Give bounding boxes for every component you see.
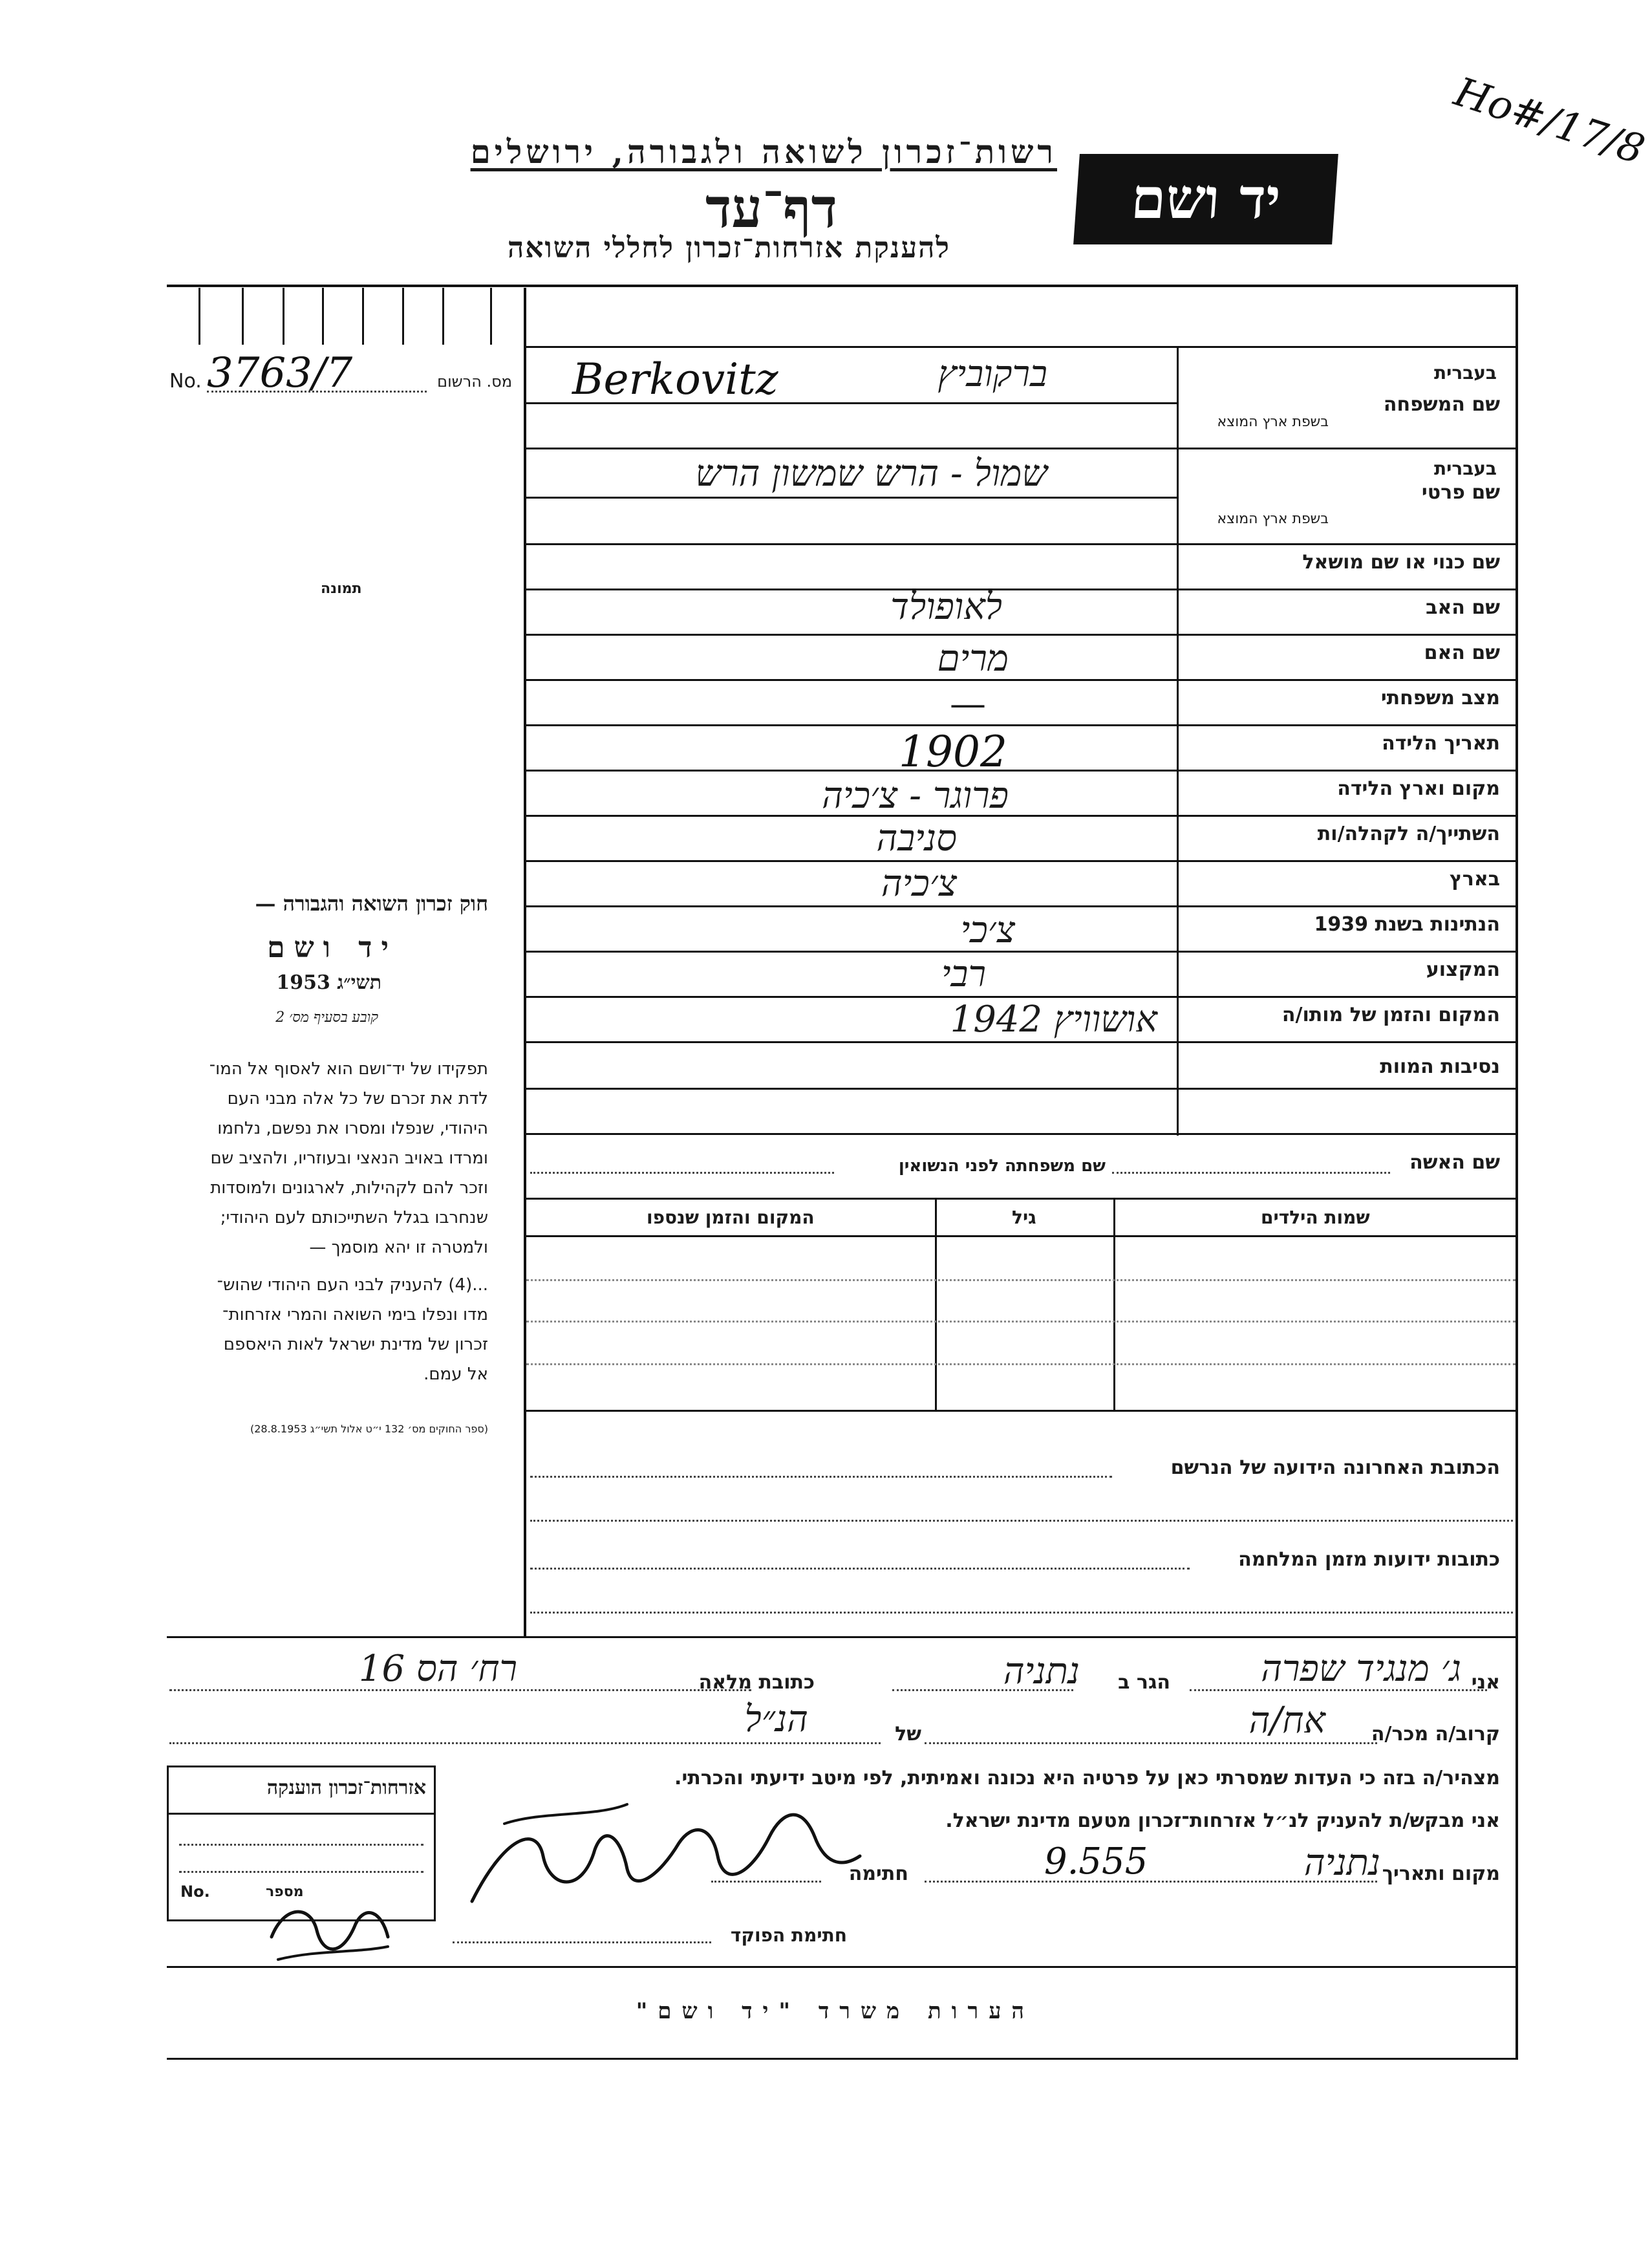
profession-label: המקצוע: [1426, 958, 1500, 981]
father-label: שם האב: [1426, 596, 1500, 619]
law-para1-line: ולמטרה זו יהא מוסמך —: [309, 1238, 488, 1257]
last-known-address-label: הכתובת האחרונה הידועה של הנרשם: [1170, 1456, 1500, 1479]
family-name-hebrew-value: ברקוביץ: [938, 353, 1047, 395]
death-place-time-value: אושוויץ 1942: [950, 999, 1157, 1041]
country-label: בארץ: [1449, 868, 1500, 891]
children-table-top: [526, 1198, 1516, 1200]
law-para1-line: תפקידו של יד־ושם הוא לאסוף אל המו־: [209, 1059, 488, 1079]
footer-notes-label: הערות משרד "יד ושם": [636, 1998, 1034, 2024]
law-citation: (ספר החוקים מס׳ 132 י״ט אלול תשי״ג 28.8.1953): [250, 1423, 488, 1435]
country-value: צ׳כיה: [881, 863, 957, 905]
law-para1-line: היהודי, שנפלו ומסרו את נפשם, נלחמו: [217, 1119, 488, 1138]
wife-maiden-label: שם משפחתה לפני הנשואין: [898, 1156, 1106, 1176]
form-top-border: [167, 285, 1518, 287]
decl-place-value: נתניה: [1303, 1842, 1380, 1884]
photo-label: תמונה: [321, 581, 362, 597]
labels-divider: [1177, 348, 1179, 1136]
death-circumstances-label: נסיבות המוות: [1380, 1055, 1500, 1078]
citizenship-box-number-label: מספר: [266, 1884, 304, 1900]
decl-request: אני מבקש/ת להעניק לנ״ל אזרחות־זכרון מטעם מדינת ישראל.: [945, 1809, 1500, 1832]
birth-place-value: פרוגר - צ׳כיה: [822, 775, 1009, 817]
wife-label: שם האשה: [1409, 1151, 1500, 1174]
decl-i: אני: [1471, 1671, 1500, 1694]
death-place-time-label: המקום והזמן של מותו/ה: [1281, 1004, 1500, 1026]
children-header-names: שמות הילדים: [1261, 1207, 1370, 1228]
form-right-border: [1516, 285, 1518, 2060]
decl-relative-label: קרוב/ה מכר/ה: [1371, 1723, 1500, 1745]
document-subtitle: להענקת אזרחות־זכרון לחללי השואה: [507, 232, 950, 265]
mother-value: מרים: [937, 638, 1009, 680]
law-year: תשי״ג 1953: [276, 971, 381, 994]
registration-prefix: No.: [169, 370, 202, 393]
law-title: חוק זכרון השואה והגבורה —: [255, 891, 488, 916]
law-section: קובע בסעיף מס׳ 2: [275, 1010, 378, 1026]
law-para1-line: לדת את זכרם של כל אלה מבני העם: [227, 1089, 488, 1108]
law-para2-line: מדו ונפלו בימי השואה והמרי אזרחות־: [222, 1305, 488, 1324]
father-value: לאופולד: [890, 586, 1002, 628]
form-left-column-divider: [524, 288, 526, 1636]
decl-statement: מצהיר/ה בזה כי העדות שמסרתי כאן על פרטיה היא נכונה ואמיתית, לפי מיטב ידיעתי והכרתי.: [674, 1767, 1500, 1789]
law-para1-line: וזכר להם לקהילות, לארגונים ולמוסדות: [210, 1178, 488, 1198]
family-name-label: שם המשפחה: [1383, 393, 1500, 416]
citizenship-value: צ׳כי: [960, 909, 1015, 951]
family-name-origin-label: בשפת ארץ המוצא: [1217, 414, 1329, 430]
law-para2-line: אל עמם.: [423, 1365, 488, 1384]
first-name-hebrew-value: שמול - הרש שמשון הרש: [695, 453, 1047, 495]
corner-scribble: Ho#/17/8: [1449, 67, 1650, 174]
citizenship-box-no-prefix: No.: [180, 1883, 210, 1901]
wartime-address-label: כתובות ידועות מזמן המלחמה: [1238, 1548, 1500, 1571]
first-name-hebrew-label: בעברית: [1433, 458, 1497, 479]
marital-value: —: [950, 683, 986, 725]
decl-name-value: ג׳ מנגיד שפרה: [1261, 1648, 1461, 1690]
law-name: יד ושם: [267, 931, 398, 964]
decl-signature-label: חתימה: [848, 1863, 908, 1885]
profession-value: רבי: [941, 953, 986, 995]
decl-resides-label: הגר ב: [1118, 1671, 1170, 1694]
decl-address-value: רח׳ הס 16: [358, 1648, 517, 1690]
mother-label: שם האם: [1424, 642, 1500, 664]
citizenship-label: הנתינות בשנת 1939: [1314, 913, 1500, 936]
decl-relation-value: אח/ה: [1248, 1700, 1325, 1742]
family-name-hebrew-label: בעברית: [1433, 362, 1497, 383]
registration-number: 3763/7: [207, 349, 353, 397]
law-para1-line: שנחרבו בגלל השתייכותם לעם היהודי;: [220, 1208, 488, 1227]
declarant-signature: [466, 1798, 866, 1921]
children-header-age: גיל: [1012, 1207, 1036, 1228]
clerk-signature-label: חתימת הפוקד: [730, 1925, 847, 1946]
law-para2-line: זכרון של מדינת ישראל לאות היאספם: [223, 1335, 488, 1354]
authority-line: רשות־זכרון לשואה ולגבורה, ירושלים: [470, 133, 1057, 171]
decl-of-label: של: [895, 1723, 921, 1745]
nickname-label: שם כנוי או שם מושאל: [1302, 551, 1500, 574]
yad-vashem-logo: [1073, 154, 1338, 244]
law-para2-line: ...(4) להעניק לבני העם היהודי שהוש־: [217, 1275, 488, 1295]
law-para1-line: ומרדו באויב הנאצי ובעוזריו, ולהציב שם: [210, 1149, 488, 1168]
family-name-origin-value: Berkovitz: [572, 354, 778, 404]
decl-of-value: הנ״ל: [744, 1698, 808, 1740]
document-title: דף־עד: [705, 176, 837, 240]
header-strip-bottom: [526, 346, 1516, 348]
first-name-label: שם פרטי: [1421, 481, 1500, 504]
citizenship-box-title: אזרחות־זכרון הוענקה: [266, 1777, 426, 1799]
community-value: סניבה: [876, 817, 957, 859]
birth-date-value: 1902: [899, 727, 1007, 777]
logo-text: יד ושם: [1129, 166, 1283, 232]
registration-label: מס. הרשום: [437, 373, 512, 391]
birth-place-label: מקום וארץ הלידה: [1337, 777, 1500, 800]
birth-date-label: תאריך הלידה: [1382, 732, 1500, 755]
first-name-origin-label: בשפת ארץ המוצא: [1217, 511, 1329, 527]
marital-label: מצב משפחתי: [1380, 687, 1500, 709]
community-label: השתייך/ה לקהלה/ות: [1317, 823, 1500, 845]
citizenship-granted-box: [167, 1766, 436, 1921]
decl-city-value: נתניה: [1003, 1650, 1080, 1692]
decl-place-date-label: מקום ותאריך: [1382, 1863, 1500, 1885]
decl-full-address-label: כתובת מלאה: [698, 1671, 815, 1694]
children-header-place-time: המקום והזמן שנספו: [647, 1207, 815, 1228]
decl-date-value: 9.555: [1044, 1841, 1148, 1883]
